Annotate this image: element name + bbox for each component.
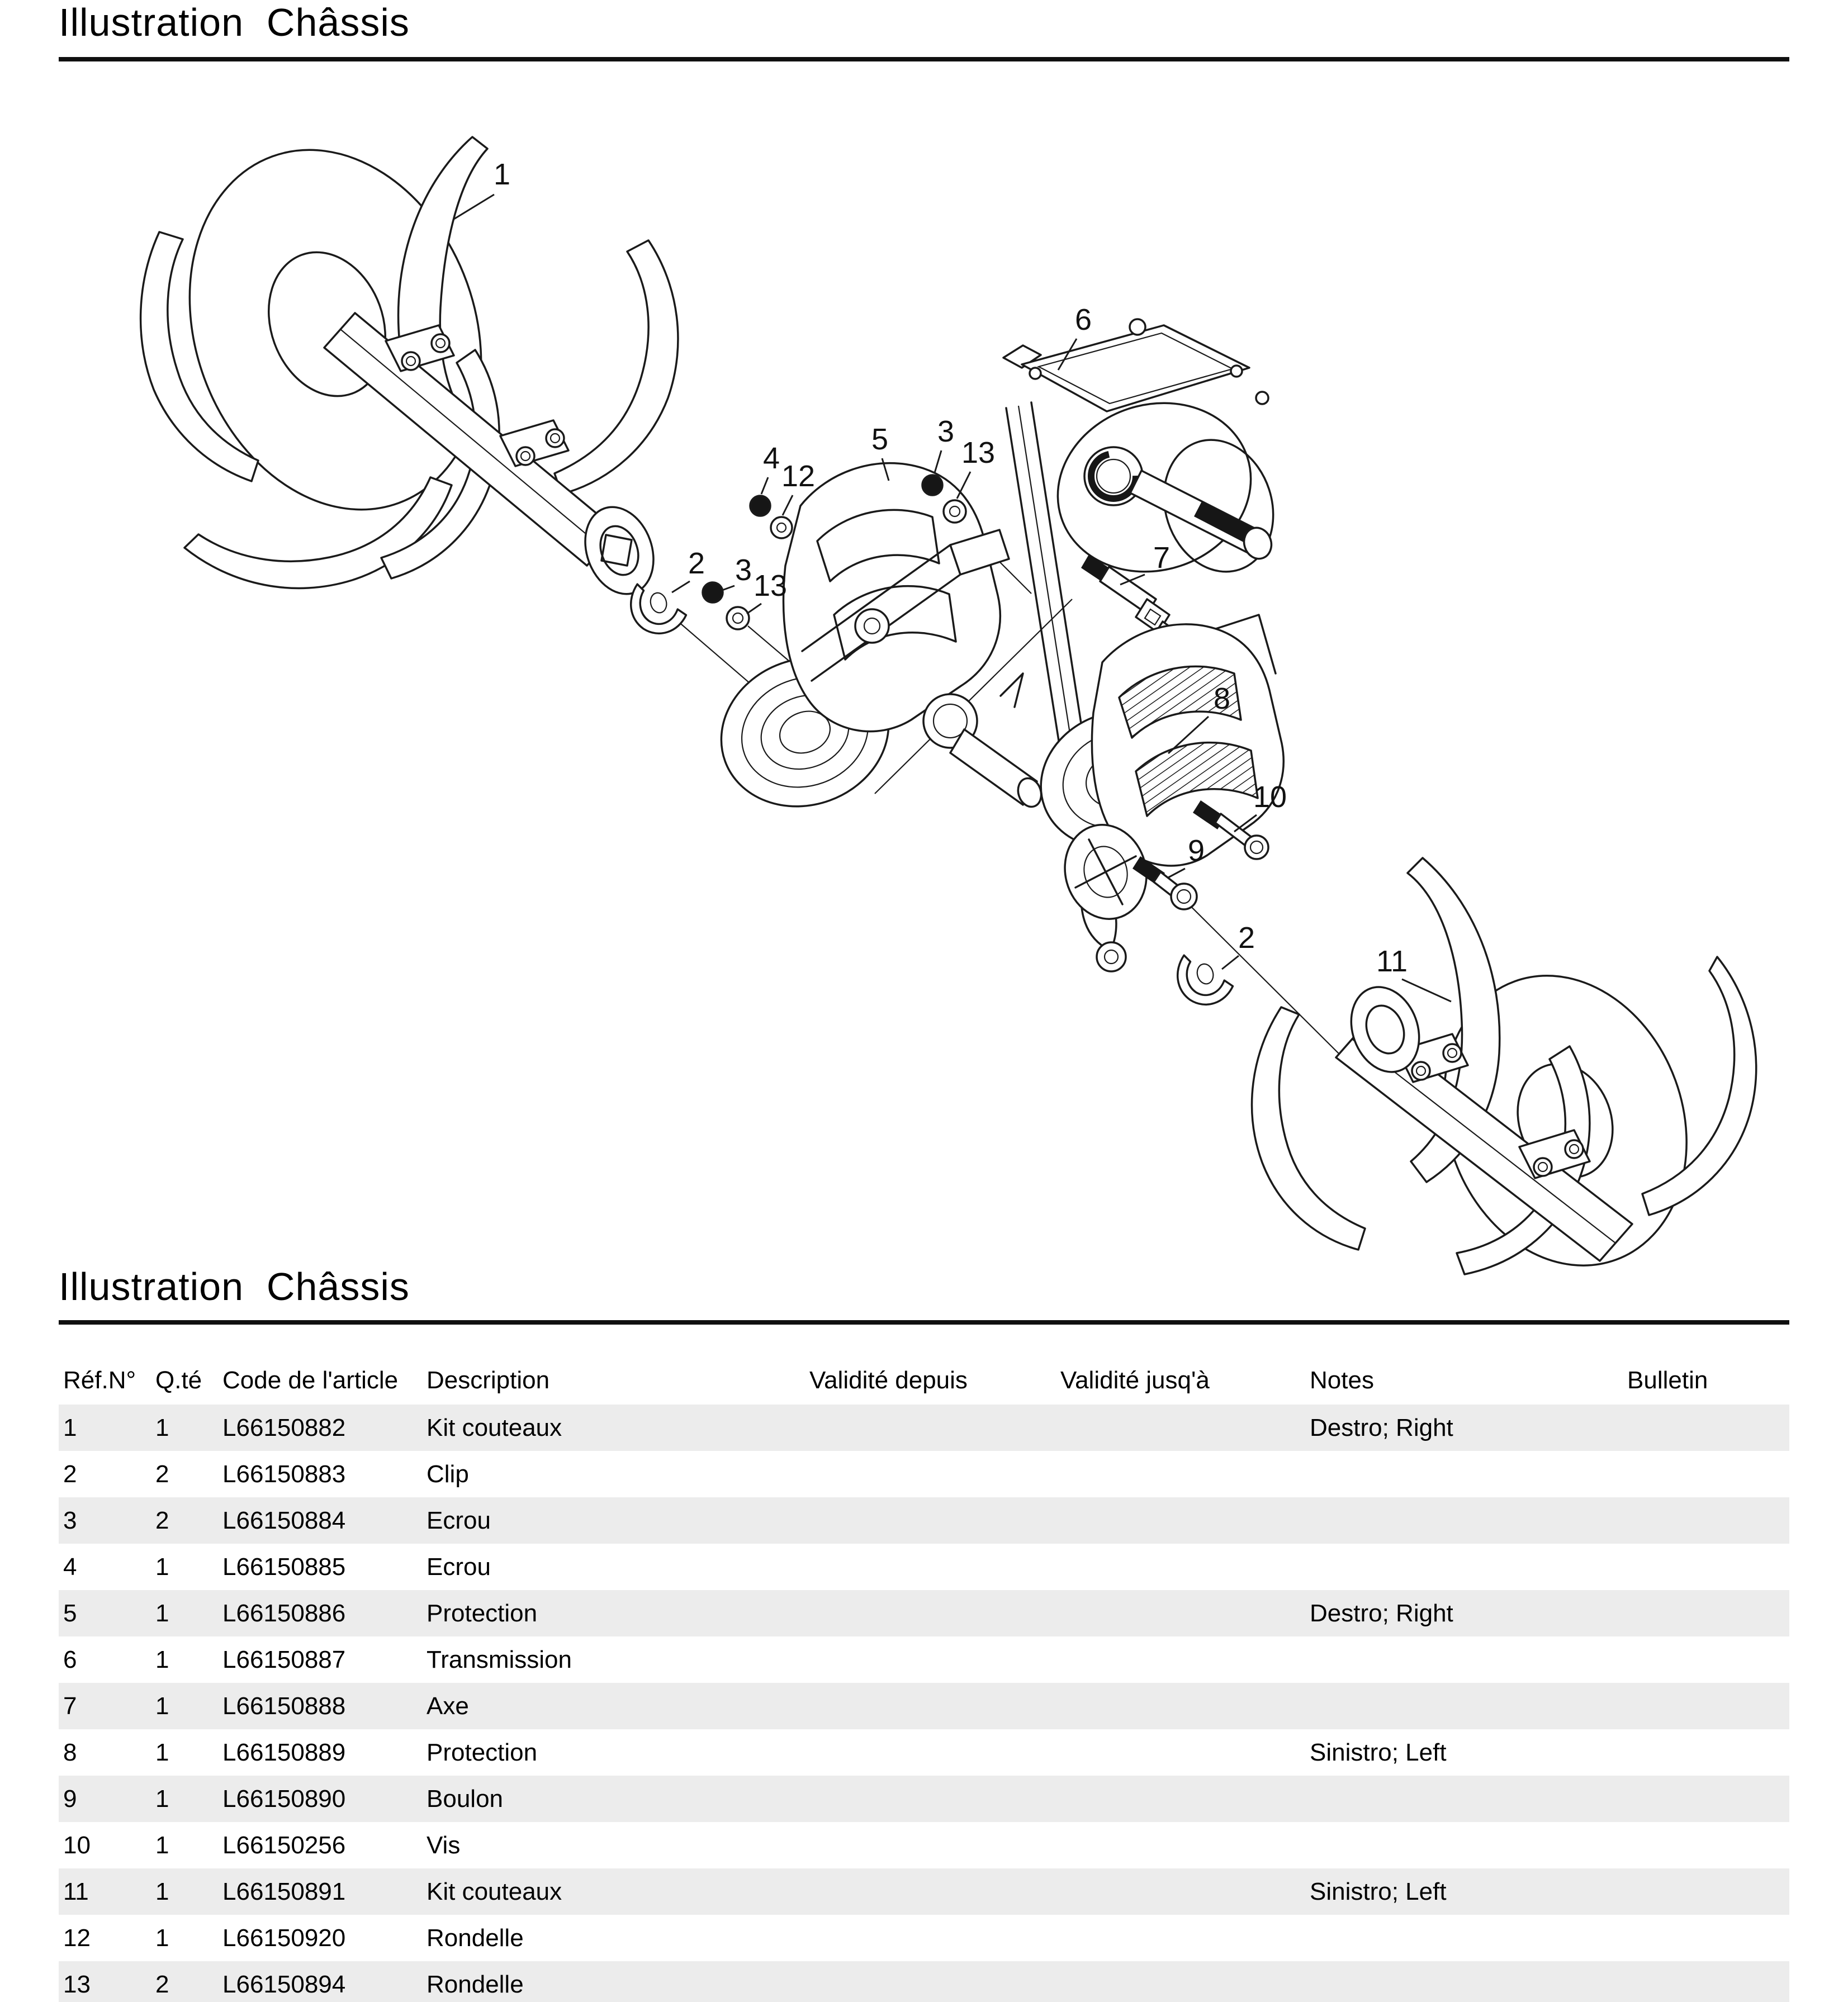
table-cell: 1 (155, 1924, 169, 1952)
table-cell: 5 (63, 1599, 77, 1627)
table-cell: Ecrou (427, 1506, 491, 1534)
table-cell (1623, 1590, 1789, 1636)
table-cell (1056, 1961, 1305, 2002)
table-cell: 7 (63, 1692, 77, 1720)
table-cell: L66150256 (222, 1831, 346, 1859)
table-cell (805, 1915, 1056, 1961)
table-cell: 12 (63, 1924, 91, 1952)
table-cell: 11 (63, 1877, 89, 1905)
table-cell: 1 (155, 1831, 169, 1859)
part-4-nut (750, 496, 770, 516)
table-cell (1056, 1544, 1305, 1590)
table-row (59, 1683, 1789, 1729)
table-cell (1623, 1915, 1789, 1961)
table-row (59, 1451, 1789, 1497)
table-cell: 1 (155, 1645, 169, 1673)
part-13-washer-a (944, 500, 966, 523)
table-cell (1623, 1868, 1789, 1915)
table-cell (805, 1544, 1056, 1590)
callout-10: 10 (1253, 780, 1287, 814)
table-cell (1056, 1915, 1305, 1961)
table-cell (1305, 1822, 1623, 1868)
part-3-nut-b (703, 582, 723, 603)
table-cell: 4 (63, 1553, 77, 1581)
callout-2b: 2 (1238, 921, 1255, 955)
parts-table (59, 1341, 1789, 2002)
table-cell: 13 (63, 1970, 91, 1998)
table-cell (1623, 1961, 1789, 2002)
table-cell: L66150888 (222, 1692, 346, 1720)
table-cell (805, 1868, 1056, 1915)
callout-3a: 3 (937, 415, 955, 448)
table-cell (1056, 1590, 1305, 1636)
parts-table-head (59, 1341, 1789, 1405)
column-header: Description (427, 1367, 550, 1394)
table-cell (1056, 1683, 1305, 1729)
column-header: Q.té (155, 1367, 202, 1394)
part-11-tine-kit-left (1252, 858, 1756, 1285)
table-cell: 6 (63, 1645, 77, 1673)
table-cell (1056, 1776, 1305, 1822)
table-cell: L66150891 (222, 1877, 346, 1905)
table-cell: Transmission (427, 1645, 572, 1673)
table-cell (805, 1405, 1056, 1451)
table-cell: 1 (63, 1413, 77, 1441)
table-cell (1305, 1961, 1623, 2002)
table-cell: Protection (427, 1738, 538, 1766)
part-6-transmission (1003, 319, 1290, 596)
table-cell (1623, 1451, 1789, 1497)
table-cell: Rondelle (427, 1924, 524, 1952)
section-divider (59, 1320, 1789, 1325)
callout-13a: 13 (961, 436, 996, 469)
table-row (59, 1868, 1789, 1915)
table-cell: Axe (427, 1692, 469, 1720)
table-cell (1056, 1636, 1305, 1683)
table-cell (805, 1683, 1056, 1729)
table-cell (1056, 1868, 1305, 1915)
column-header: Validité depuis (809, 1367, 968, 1394)
table-cell: Kit couteaux (427, 1877, 562, 1905)
table-cell (1623, 1636, 1789, 1683)
table-cell: 2 (155, 1970, 169, 1998)
callout-11: 11 (1376, 945, 1408, 978)
table-row (59, 1590, 1789, 1636)
table-row (59, 1822, 1789, 1868)
table-cell (1623, 1729, 1789, 1776)
callout-4: 4 (762, 442, 780, 475)
table-cell: 1 (155, 1785, 169, 1813)
callout-12: 12 (781, 459, 816, 493)
parts-table-body (59, 1405, 1789, 2002)
table-cell: L66150884 (222, 1506, 346, 1534)
table-cell (1056, 1497, 1305, 1544)
table-cell: Destro; Right (1310, 1413, 1453, 1441)
table-cell (805, 1590, 1056, 1636)
table-cell: 10 (63, 1831, 91, 1859)
table-cell: 2 (155, 1460, 169, 1488)
table-cell: 3 (63, 1506, 77, 1534)
column-header: Validité jusq'à (1060, 1367, 1210, 1394)
callout-7: 7 (1153, 541, 1171, 575)
table-row (59, 1497, 1789, 1544)
table-cell: L66150890 (222, 1785, 346, 1813)
part-12-washer (771, 517, 792, 538)
table-cell: L66150889 (222, 1738, 346, 1766)
table-cell (1623, 1776, 1789, 1822)
table-cell: 1 (155, 1553, 169, 1581)
table-cell: Sinistro; Left (1310, 1738, 1447, 1766)
part-13-washer-b (727, 607, 749, 629)
table-cell (1056, 1451, 1305, 1497)
callout-1: 1 (493, 158, 511, 191)
table-row (59, 1915, 1789, 1961)
table-header-row (59, 1341, 1789, 1405)
table-cell (805, 1961, 1056, 2002)
part-1-tine-kit-right (141, 108, 678, 604)
table-cell: 9 (63, 1785, 77, 1813)
table-cell (1623, 1822, 1789, 1868)
table-cell: 1 (155, 1599, 169, 1627)
table-row (59, 1776, 1789, 1822)
table-cell: 1 (155, 1413, 169, 1441)
table-cell (1305, 1915, 1623, 1961)
table-cell: Sinistro; Left (1310, 1877, 1447, 1905)
table-cell: Protection (427, 1599, 538, 1627)
table-row (59, 1405, 1789, 1451)
table-cell: Destro; Right (1310, 1599, 1453, 1627)
table-cell (805, 1497, 1056, 1544)
table-cell: Kit couteaux (427, 1413, 562, 1441)
table-cell: 2 (63, 1460, 77, 1488)
callout-5: 5 (871, 423, 889, 456)
table-cell: Ecrou (427, 1553, 491, 1581)
table-cell: L66150887 (222, 1645, 346, 1673)
table-cell (1305, 1776, 1623, 1822)
table-cell (1305, 1544, 1623, 1590)
callout-6: 6 (1074, 303, 1092, 336)
table-cell (1623, 1683, 1789, 1729)
table-cell: L66150886 (222, 1599, 346, 1627)
table-cell (1305, 1683, 1623, 1729)
table-cell (1305, 1497, 1623, 1544)
table-cell: 1 (155, 1738, 169, 1766)
table-row (59, 1636, 1789, 1683)
table-cell (1305, 1451, 1623, 1497)
section-title: Illustration Châssis (59, 1265, 410, 1308)
part-2-clip-b (1172, 945, 1236, 1011)
table-cell (1623, 1405, 1789, 1451)
table-cell (1623, 1497, 1789, 1544)
table-cell (1056, 1822, 1305, 1868)
table-cell: L66150883 (222, 1460, 346, 1488)
table-cell: L66150882 (222, 1413, 346, 1441)
table-cell (805, 1729, 1056, 1776)
column-header: Notes (1310, 1367, 1374, 1394)
part-3-nut-a (922, 475, 942, 495)
table-cell: Vis (427, 1831, 461, 1859)
table-cell (805, 1776, 1056, 1822)
page-title: Illustration Châssis (59, 1, 410, 44)
table-cell (1305, 1636, 1623, 1683)
table-cell (1056, 1405, 1305, 1451)
callout-13b: 13 (753, 569, 788, 603)
column-header: Code de l'article (222, 1367, 399, 1394)
table-cell: Boulon (427, 1785, 504, 1813)
column-header: Bulletin (1627, 1367, 1708, 1394)
callout-3b: 3 (735, 553, 752, 587)
table-cell (1056, 1729, 1305, 1776)
callout-8: 8 (1213, 682, 1231, 715)
table-cell (805, 1636, 1056, 1683)
callout-9: 9 (1187, 834, 1205, 867)
callout-2a: 2 (688, 547, 705, 580)
table-cell: Rondelle (427, 1970, 524, 1998)
table-cell (1623, 1544, 1789, 1590)
table-cell: L66150920 (222, 1924, 346, 1952)
table-row (59, 1729, 1789, 1776)
table-cell (805, 1451, 1056, 1497)
table-cell: Clip (427, 1460, 469, 1488)
column-header: Réf.N° (63, 1367, 136, 1394)
table-cell: 2 (155, 1506, 169, 1534)
table-cell: L66150894 (222, 1970, 346, 1998)
table-cell: 8 (63, 1738, 77, 1766)
table-row (59, 1544, 1789, 1590)
table-cell: L66150885 (222, 1553, 346, 1581)
table-cell: 1 (155, 1877, 169, 1905)
table-cell (805, 1822, 1056, 1868)
table-cell: 1 (155, 1692, 169, 1720)
table-row (59, 1961, 1789, 2002)
